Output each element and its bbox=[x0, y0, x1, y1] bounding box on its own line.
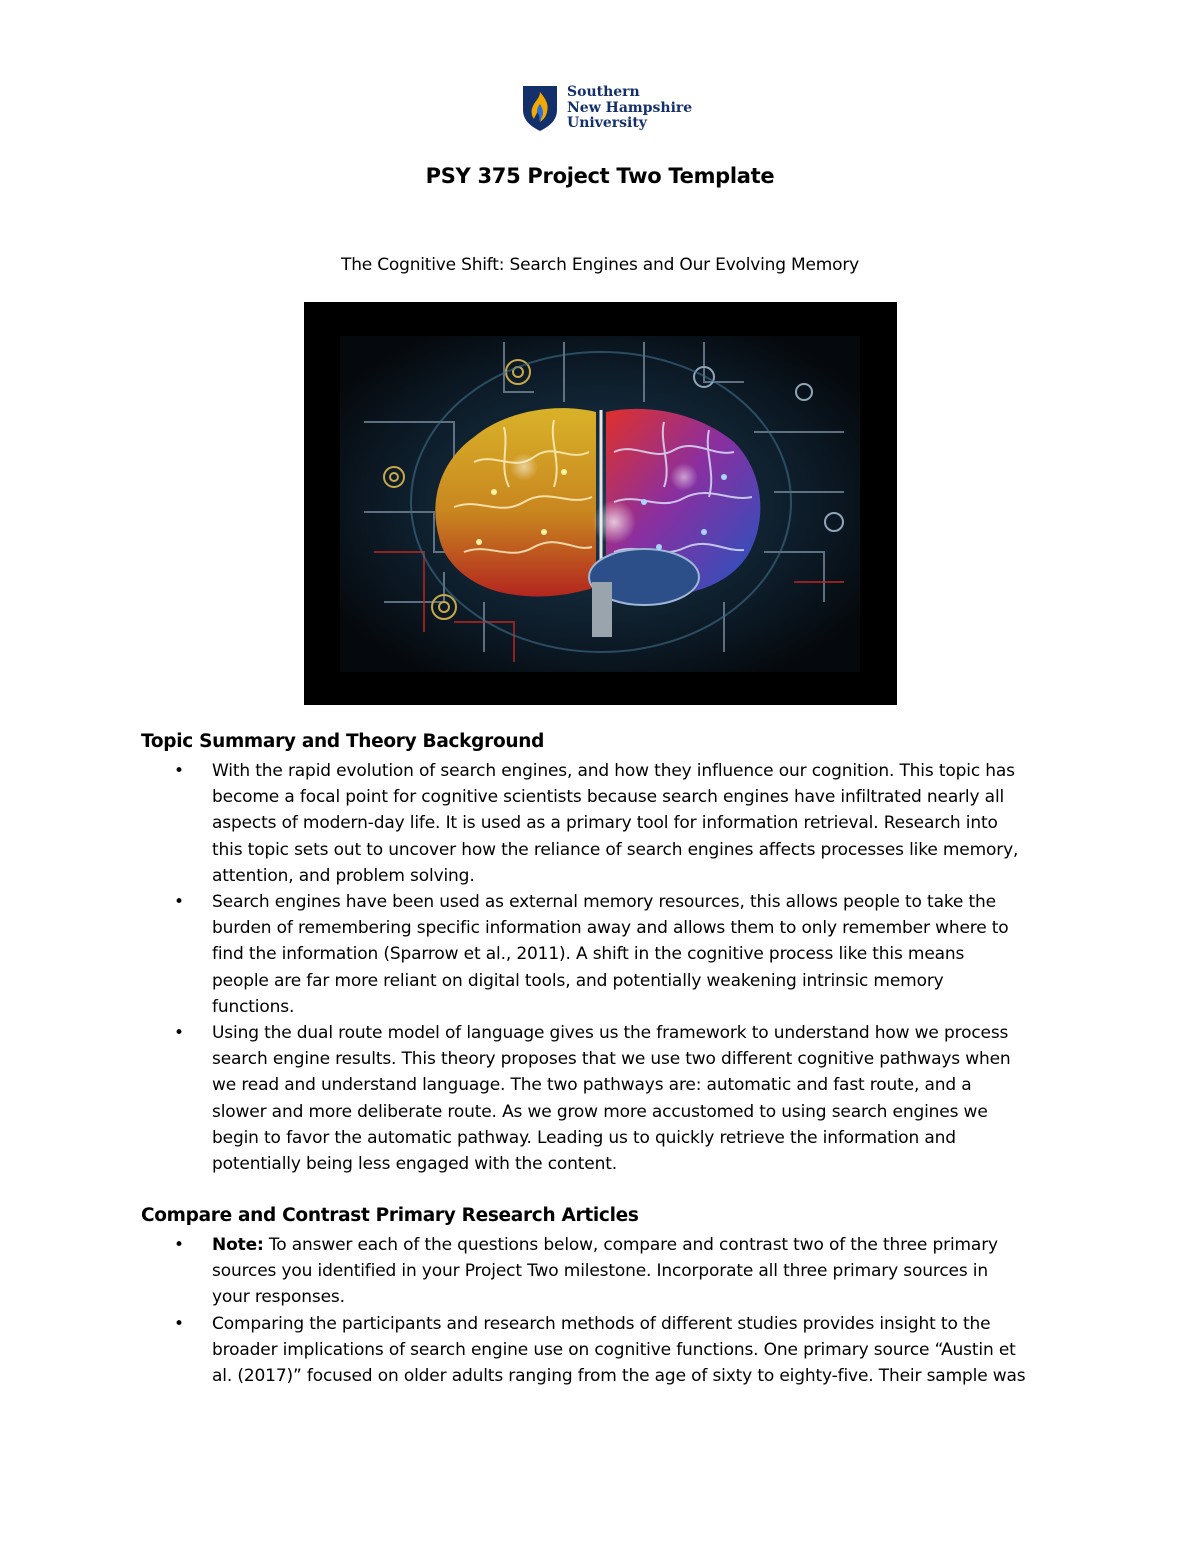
bullet-line: find the information (Sparrow et al., 2011). A shift in the cognitive process like this means bbox=[212, 944, 965, 965]
bullet-line: Search engines have been used as external memory resources, this allows people to take the bbox=[212, 892, 996, 913]
bullet-line: your responses. bbox=[212, 1287, 345, 1308]
logo-line-2: New Hampshire bbox=[567, 99, 693, 116]
section-heading-topic-summary: Topic Summary and Theory Background bbox=[141, 731, 545, 752]
bullet-line: burden of remembering specific information away and allows them to only remember where to bbox=[212, 918, 1009, 939]
bullet-line: With the rapid evolution of search engines, and how they influence our cognition. This topic has bbox=[212, 761, 1015, 781]
brain-circuit-image bbox=[304, 302, 897, 705]
logo-line-1: Southern bbox=[567, 84, 640, 100]
bullet-line: attention, and problem solving. bbox=[212, 865, 475, 886]
bullet-list-compare-contrast bbox=[141, 1232, 1071, 1389]
bullet-line: functions. bbox=[212, 996, 295, 1017]
bullet-line: people are far more reliant on digital tools, and potentially weakening intrinsic memory bbox=[212, 970, 944, 991]
bullet-line: begin to favor the automatic pathway. Leading us to quickly retrieve the information and bbox=[212, 1127, 956, 1148]
bullet-line: al. (2017)” focused on older adults ranging from the age of sixty to eighty-five. Their sample was bbox=[212, 1366, 1026, 1387]
bullet-line: broader implications of search engine use on cognitive functions. One primary source “Austin et bbox=[212, 1339, 1016, 1360]
list-item bbox=[141, 758, 1071, 889]
bullet-line: become a focal point for cognitive scientists because search engines have infiltrated nearly all bbox=[212, 787, 1005, 808]
bullet-line: Using the dual route model of language gives us the framework to understand how we process bbox=[212, 1023, 1009, 1044]
list-item bbox=[141, 1020, 1071, 1177]
university-logo bbox=[521, 84, 691, 134]
list-item bbox=[141, 1232, 1071, 1311]
bullet-icon: • bbox=[174, 1313, 184, 1334]
bullet-line: we read and understand language. The two pathways are: automatic and fast route, and a bbox=[212, 1075, 972, 1096]
bullet-line: aspects of modern-day life. It is used as a primary tool for information retrieval. Research into bbox=[212, 813, 998, 834]
bullet-icon: • bbox=[174, 761, 184, 781]
section-heading-compare-contrast: Compare and Contrast Primary Research Articles bbox=[141, 1205, 639, 1226]
note-label: Note: bbox=[212, 1235, 264, 1255]
logo-line-3: University bbox=[567, 115, 647, 131]
list-item bbox=[141, 1311, 1071, 1390]
bullet-line: sources you identified in your Project Two milestone. Incorporate all three primary sources in bbox=[212, 1261, 989, 1282]
bullet-line: this topic sets out to uncover how the reliance of search engines affects processes like memory, bbox=[212, 839, 1019, 860]
document-title: PSY 375 Project Two Template bbox=[425, 164, 775, 188]
bullet-line: potentially being less engaged with the content. bbox=[212, 1154, 618, 1175]
list-item bbox=[141, 889, 1071, 1020]
bullet-icon: • bbox=[174, 1023, 184, 1044]
bullet-line bbox=[212, 1232, 1071, 1258]
bullet-line: search engine results. This theory proposes that we use two different cognitive pathways when bbox=[212, 1049, 1011, 1070]
bullet-list-topic-summary bbox=[141, 758, 1071, 1177]
bullet-line: Comparing the participants and research methods of different studies provides insight to the bbox=[212, 1313, 991, 1334]
logo-wordmark bbox=[567, 85, 692, 132]
note-text: To answer each of the questions below, compare and contrast two of the three primary bbox=[263, 1235, 998, 1255]
shield-flame-icon bbox=[521, 84, 559, 132]
document-subtitle: The Cognitive Shift: Search Engines and Our Evolving Memory bbox=[341, 255, 859, 275]
bullet-icon: • bbox=[174, 1235, 184, 1255]
brain-circuit-illustration bbox=[304, 302, 897, 705]
bullet-icon: • bbox=[174, 892, 184, 913]
bullet-line: slower and more deliberate route. As we grow more accustomed to using search engines we bbox=[212, 1101, 988, 1122]
